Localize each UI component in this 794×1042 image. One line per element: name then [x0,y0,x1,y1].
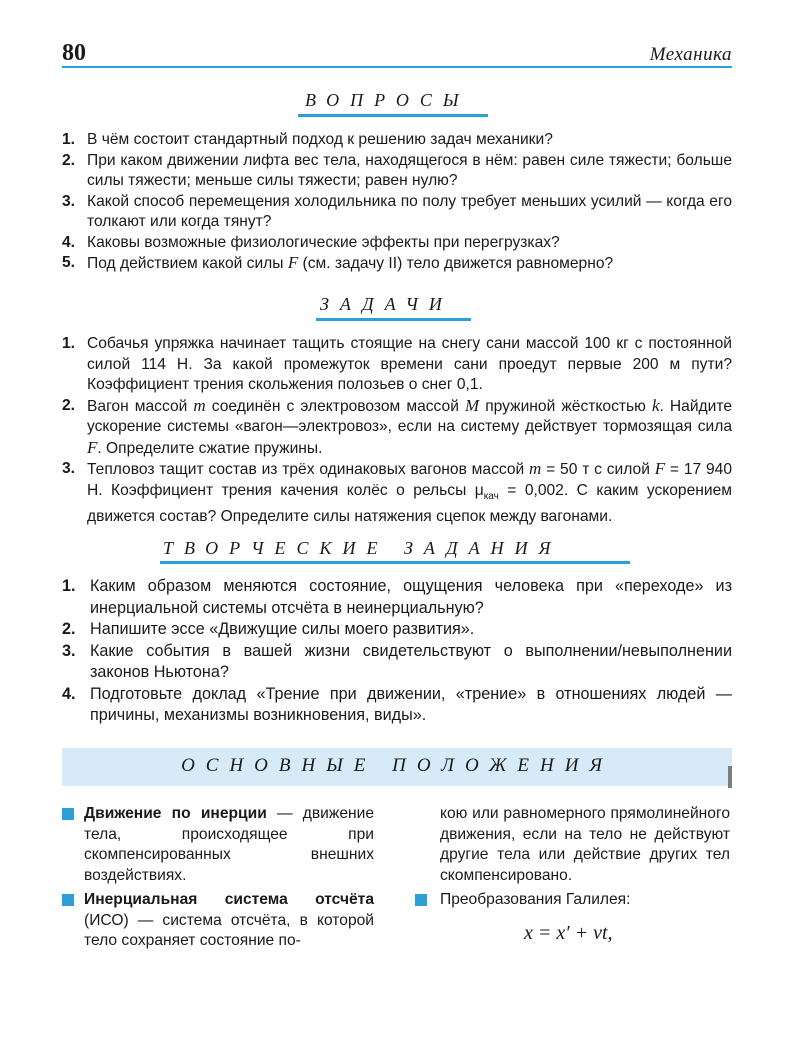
creative-title: ТВОРЧЕСКИЕ ЗАДАНИЯ [163,538,562,558]
creative-item: 3. Какие события в вашей жизни свидетельствуют о выполнении/невыполнении законов Ньютона? [62,641,732,681]
definition-inertial-frame: Инерциальная система отсчёта (ИСО) — система отсчёта, в которой тело сохраняет состояние по- [84,891,374,949]
basics-banner-shadow [728,766,732,788]
running-head: Механика [649,44,732,65]
question-item: 1. В чём состоит стандартный подход к решению задач механики? [62,131,553,148]
problem-item: 1. Собачья упряжка начинает тащить стоящие на снегу сани массой 100 кг с постоянной силой 114 Н. За какой промежуток времени сани проедут первые 200 м пути? Коэффициент трения скольжения полозьев о снег 0,1. [62,335,732,393]
square-bullet-icon [62,894,74,906]
problem-item: 3. Тепловоз тащит состав из трёх одинаковых вагонов массой m = 50 т с силой F = 17 940 Н. Коэффициент трения качения колёс о рельсы $\mu_{кач} = 0,002$. С каким ускорением движется состав? Определите силы натяжения сцепок между вагонами. [62,459,732,526]
square-bullet-icon [415,894,427,906]
galileo-formula: x = x′ + vt, [524,922,613,944]
definition-inertia: Движение по инерции — движение тела, происходящее при скомпенсированных внешних воздействиях. [84,805,374,884]
square-bullet-icon [62,808,74,820]
question-item: 5. Под действием какой силы F (см. задачу II) тело движется равномерно? [62,253,614,272]
problems-title: ЗАДАЧИ [320,294,453,314]
problems-list [62,334,732,528]
page-header [62,38,732,68]
creative-item: 4. Подготовьте доклад «Трение при движении, «трение» в отношениях людей — причины, механизмы возникновения, виды». [62,684,732,724]
questions-title: ВОПРОСЫ [305,90,470,110]
problems-rule [316,318,471,321]
creative-rule [160,561,630,564]
question-item: 3. Какой способ перемещения холодильника по полу требует меньших усилий — когда его толкают или когда тянут? [62,192,732,230]
creative-list [62,576,732,727]
question-item: 2. При каком движении лифта вес тела, находящегося в нём: равен силе тяжести; больше силы тяжести; меньше силы тяжести; равен нулю? [62,151,732,189]
questions-rule [298,114,488,117]
question-item: 4. Каковы возможные физиологические эффекты при перегрузках? [62,233,560,251]
basics-banner [62,748,732,786]
problem-item: 2. Вагон массой m соединён с электровозом массой M пружиной жёсткостью k. Найдите ускорение системы «вагон—электровоз», если на систему действует тормозящая сила F. Определите сжатие пружины. [62,395,732,457]
page-number: 80 [62,40,86,66]
creative-item: 2. Напишите эссе «Движущие силы моего развития». [62,620,475,638]
definition-continuation: кою или равномерного прямолинейного движения, если на тело не действуют другие тела или действие других тел скомпенсировано. [440,805,730,884]
questions-list [62,130,732,275]
galileo-label: Преобразования Галилея: [440,891,631,908]
creative-item: 1. Каким образом меняются состояние, ощущения человека при «переходе» из инерциальной системы отсчёта в неинерциальную? [62,577,732,617]
basics-title: ОСНОВНЫЕ ПОЛОЖЕНИЯ [181,755,613,776]
